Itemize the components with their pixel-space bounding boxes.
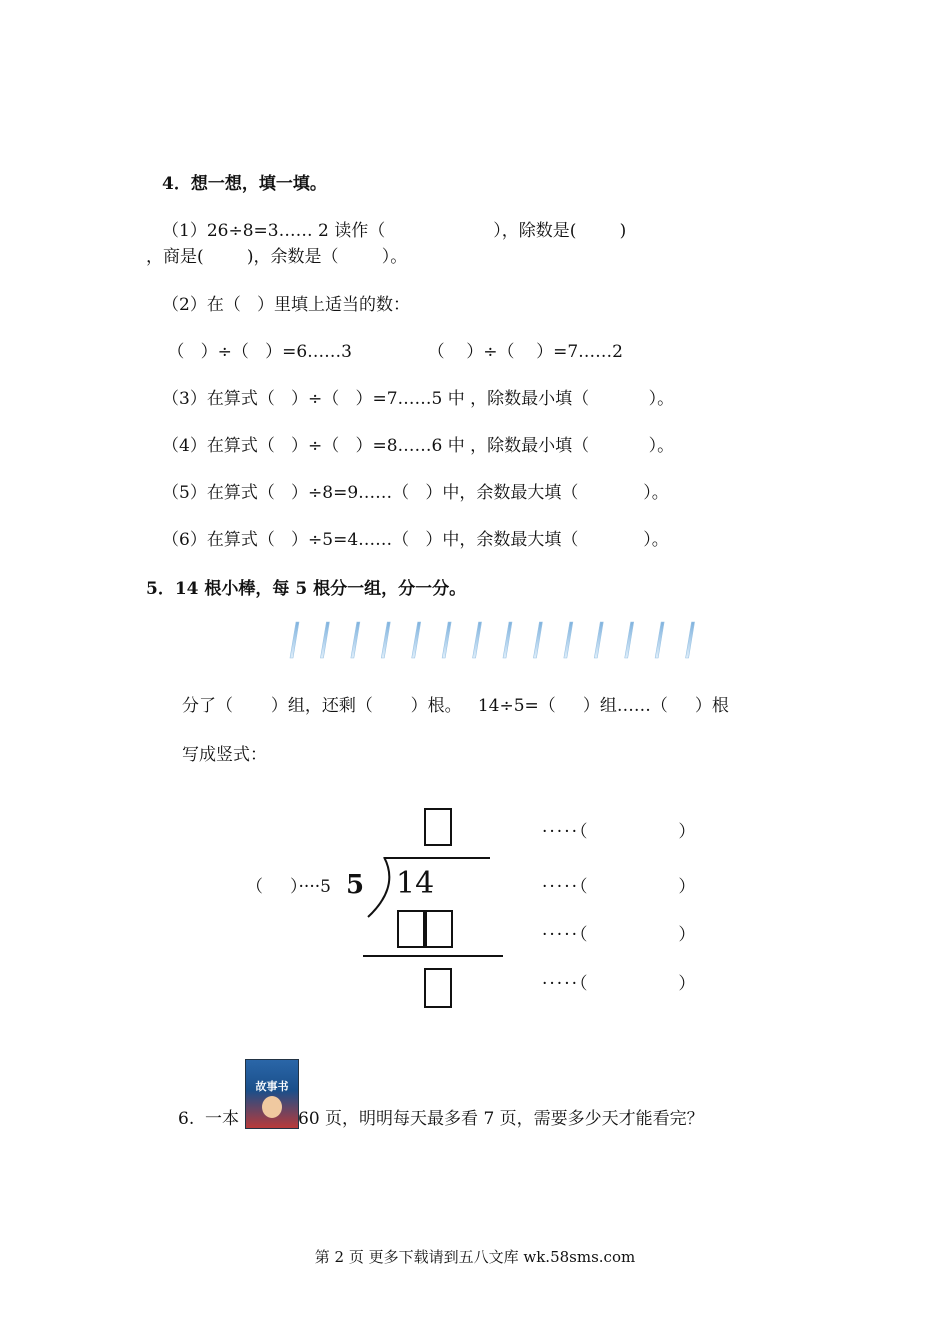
divisor-5: 5 [346,870,365,900]
dots-label-dividend: ·····（ ） [542,877,698,897]
stick [381,622,390,658]
stick [533,622,542,658]
q6-text-before: 6. 一本 [178,1109,240,1129]
q4-part2: （2）在（ ）里填上适当的数： [162,295,411,315]
book-title: 故事书 [255,1080,289,1093]
q5-title: 5．14 根小棒，每 5 根分一组，分一分。 [146,579,467,599]
divisor-label: （ ）····5 [246,877,331,897]
stick [625,622,634,658]
remainder-box [424,968,452,1008]
q6-text-after: 60 页，明明每天最多看 7 页，需要多少天才能看完？ [298,1109,704,1129]
child-face-icon [262,1096,282,1118]
stick [473,622,482,658]
q4-part1-line2: ，商是( )，余数是（ ）。 [146,247,408,267]
q4-title: 4．想一想，填一填。 [162,174,327,194]
q4-part4: （4）在算式（ ）÷（ ）=8……6 中 ，除数最小填（ ）。 [162,436,675,456]
quotient-box [424,808,452,846]
q4-part1-line1: （1）26÷8=3…… 2 读作（ ），除数是( ) [162,221,627,241]
stick [655,622,664,658]
page-footer: 第 2 页 更多下载请到五八文库 wk.58sms.com [314,1248,636,1266]
stick [564,622,573,658]
stick [351,622,360,658]
product-box-1 [397,910,425,948]
stick [290,622,299,658]
q4-part3: （3）在算式（ ）÷（ ）=7……5 中 ，除数最小填（ ）。 [162,389,675,409]
storybook-image [245,1059,299,1129]
product-box-2 [425,910,453,948]
stick [594,622,603,658]
q4-part6: （6）在算式（ ）÷5=4……（ ）中，余数最大填（ ）。 [162,530,669,550]
stick [320,622,329,658]
division-bar [384,857,490,859]
stick [503,622,512,658]
q4-part5: （5）在算式（ ）÷8=9……（ ）中，余数最大填（ ）。 [162,483,669,503]
q5-fill-line: 分了（ ）组，还剩（ ）根。 14÷5=（ ）组……（ ）根 [182,696,729,716]
dividend: 14 [396,866,435,901]
stick [686,622,695,658]
subtraction-line [363,955,503,957]
division-bracket [364,857,394,919]
stick [442,622,451,658]
q5-vertical-label: 写成竖式： [182,745,267,765]
stick [412,622,421,658]
q4-part2-equations: （ ）÷（ ）=6……3 （ ）÷（ ）=7……2 [162,342,623,362]
dots-label-remainder: ·····（ ） [542,974,698,994]
sticks-illustration [282,620,708,660]
dots-label-product: ·····（ ） [542,925,698,945]
dots-label-quotient: ·····（ ） [542,822,698,842]
